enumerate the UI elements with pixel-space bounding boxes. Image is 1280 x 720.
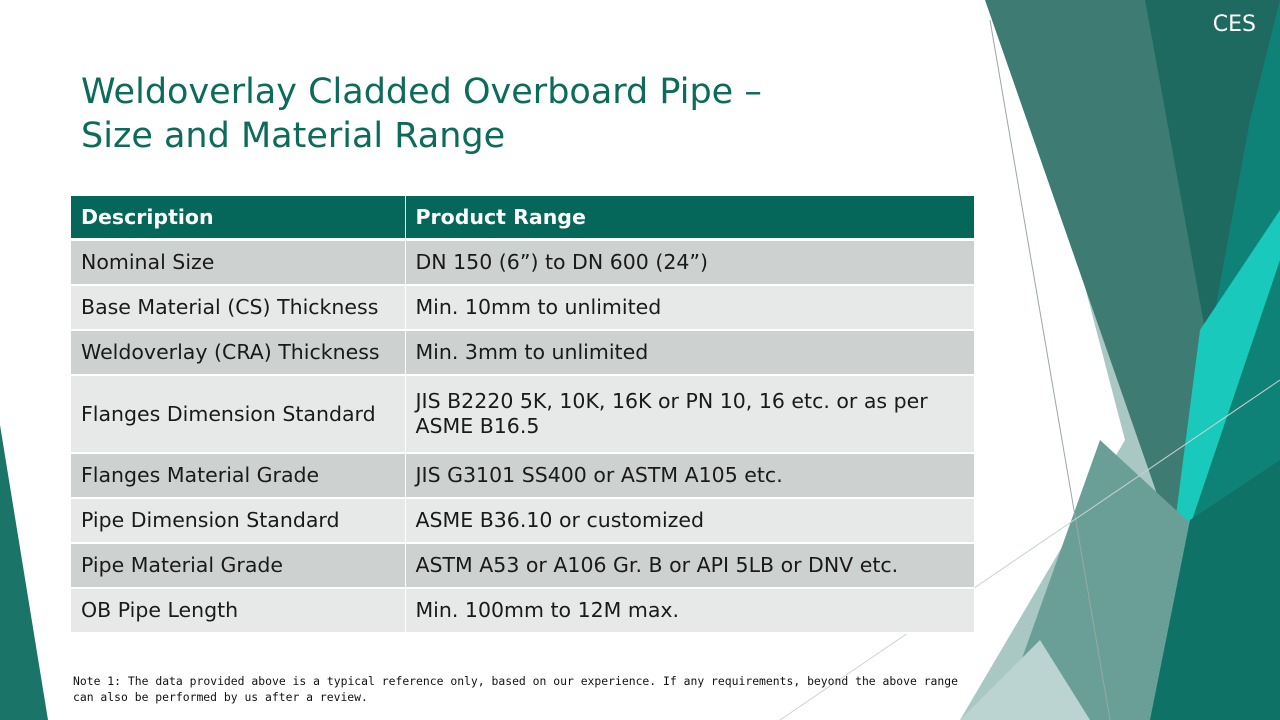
title-line-2: Size and Material Range <box>81 116 506 156</box>
row-description: Pipe Material Grade <box>71 543 405 588</box>
table-row <box>71 375 974 453</box>
row-description: Base Material (CS) Thickness <box>71 285 405 330</box>
title-line-1: Weldoverlay Cladded Overboard Pipe – <box>81 72 762 112</box>
row-range: Min. 10mm to unlimited <box>405 285 974 330</box>
table-row <box>71 240 974 286</box>
facet-left <box>0 425 48 720</box>
row-range: Min. 100mm to 12M max. <box>405 588 974 633</box>
row-description: Pipe Dimension Standard <box>71 498 405 543</box>
table-row <box>71 285 974 330</box>
table-row <box>71 543 974 588</box>
spec-table <box>71 196 975 634</box>
table-header-row <box>71 196 974 240</box>
row-range: ASTM A53 or A106 Gr. B or API 5LB or DNV etc. <box>405 543 974 588</box>
table-row <box>71 330 974 375</box>
table-row <box>71 588 974 633</box>
row-description: OB Pipe Length <box>71 588 405 633</box>
row-range: DN 150 (6”) to DN 600 (24”) <box>405 240 974 286</box>
row-range: JIS G3101 SS400 or ASTM A105 etc. <box>405 453 974 498</box>
brand-label: CES <box>1212 12 1256 37</box>
row-description: Weldoverlay (CRA) Thickness <box>71 330 405 375</box>
row-range: JIS B2220 5K, 10K, 16K or PN 10, 16 etc. or as per ASME B16.5 <box>405 375 974 453</box>
column-header-description: Description <box>71 196 405 240</box>
footnote: Note 1: The data provided above is a typical reference only, based on our experience. If any requirements, beyond the above range can also be performed by us after a review. <box>73 674 958 704</box>
page-title <box>81 70 941 158</box>
row-range: ASME B36.10 or customized <box>405 498 974 543</box>
row-description: Nominal Size <box>71 240 405 286</box>
row-description: Flanges Material Grade <box>71 453 405 498</box>
table-row <box>71 498 974 543</box>
column-header-product-range: Product Range <box>405 196 974 240</box>
table-row <box>71 453 974 498</box>
row-description: Flanges Dimension Standard <box>71 375 405 453</box>
row-range: Min. 3mm to unlimited <box>405 330 974 375</box>
